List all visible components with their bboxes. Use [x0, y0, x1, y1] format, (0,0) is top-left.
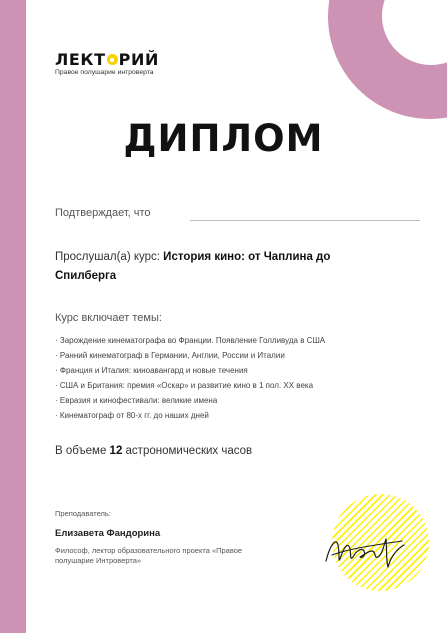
diploma-title: ДИПЛОМ	[123, 117, 324, 160]
topic-item: · Франция и Италия: киноавангард и новые течения	[55, 363, 325, 378]
volume-statement	[55, 445, 252, 457]
topics-list	[55, 333, 325, 423]
topic-item: · Зарождение кинематографа во Франции. Появление Голливуда в США	[55, 333, 325, 348]
teacher-description: Философ, лектор образовательного проекта «Правое полушарие Интроверта»	[55, 546, 243, 565]
volume-suffix: астрономических часов	[122, 445, 253, 457]
topic-item: · США и Британия: премия «Оскар» и развитие кино в 1 пол. XX века	[55, 378, 325, 393]
brand-name-part1: ЛЕКТ	[55, 50, 106, 69]
course-statement	[55, 248, 385, 286]
volume-prefix: В объеме	[55, 445, 110, 457]
recipient-name-line	[190, 220, 420, 221]
topic-item: · Ранний кинематограф в Германии, Англии, России и Италии	[55, 348, 325, 363]
signature-image	[318, 515, 410, 577]
course-name: История кино: от Чаплина до Спилберга	[55, 251, 331, 282]
brand-logo	[55, 50, 159, 69]
topic-item: · Евразия и кинофестивали: великие имена	[55, 393, 325, 408]
brand-tagline: Правое полушарие интроверта	[55, 69, 154, 76]
left-decorative-stripe	[0, 0, 26, 633]
course-prefix: Прослушал(а) курс:	[55, 251, 164, 263]
teacher-label: Преподаватель:	[55, 509, 111, 518]
logo-dot-icon	[107, 54, 118, 65]
teacher-name: Елизавета Фандорина	[55, 528, 161, 539]
topic-item: · Кинематограф от 80-х гг. до наших дней	[55, 408, 325, 423]
brand-name-part2: РИЙ	[118, 50, 159, 69]
confirm-label: Подтверждает, что	[55, 207, 151, 219]
topics-heading: Курс включает темы:	[55, 312, 162, 324]
volume-hours: 12	[109, 445, 123, 457]
